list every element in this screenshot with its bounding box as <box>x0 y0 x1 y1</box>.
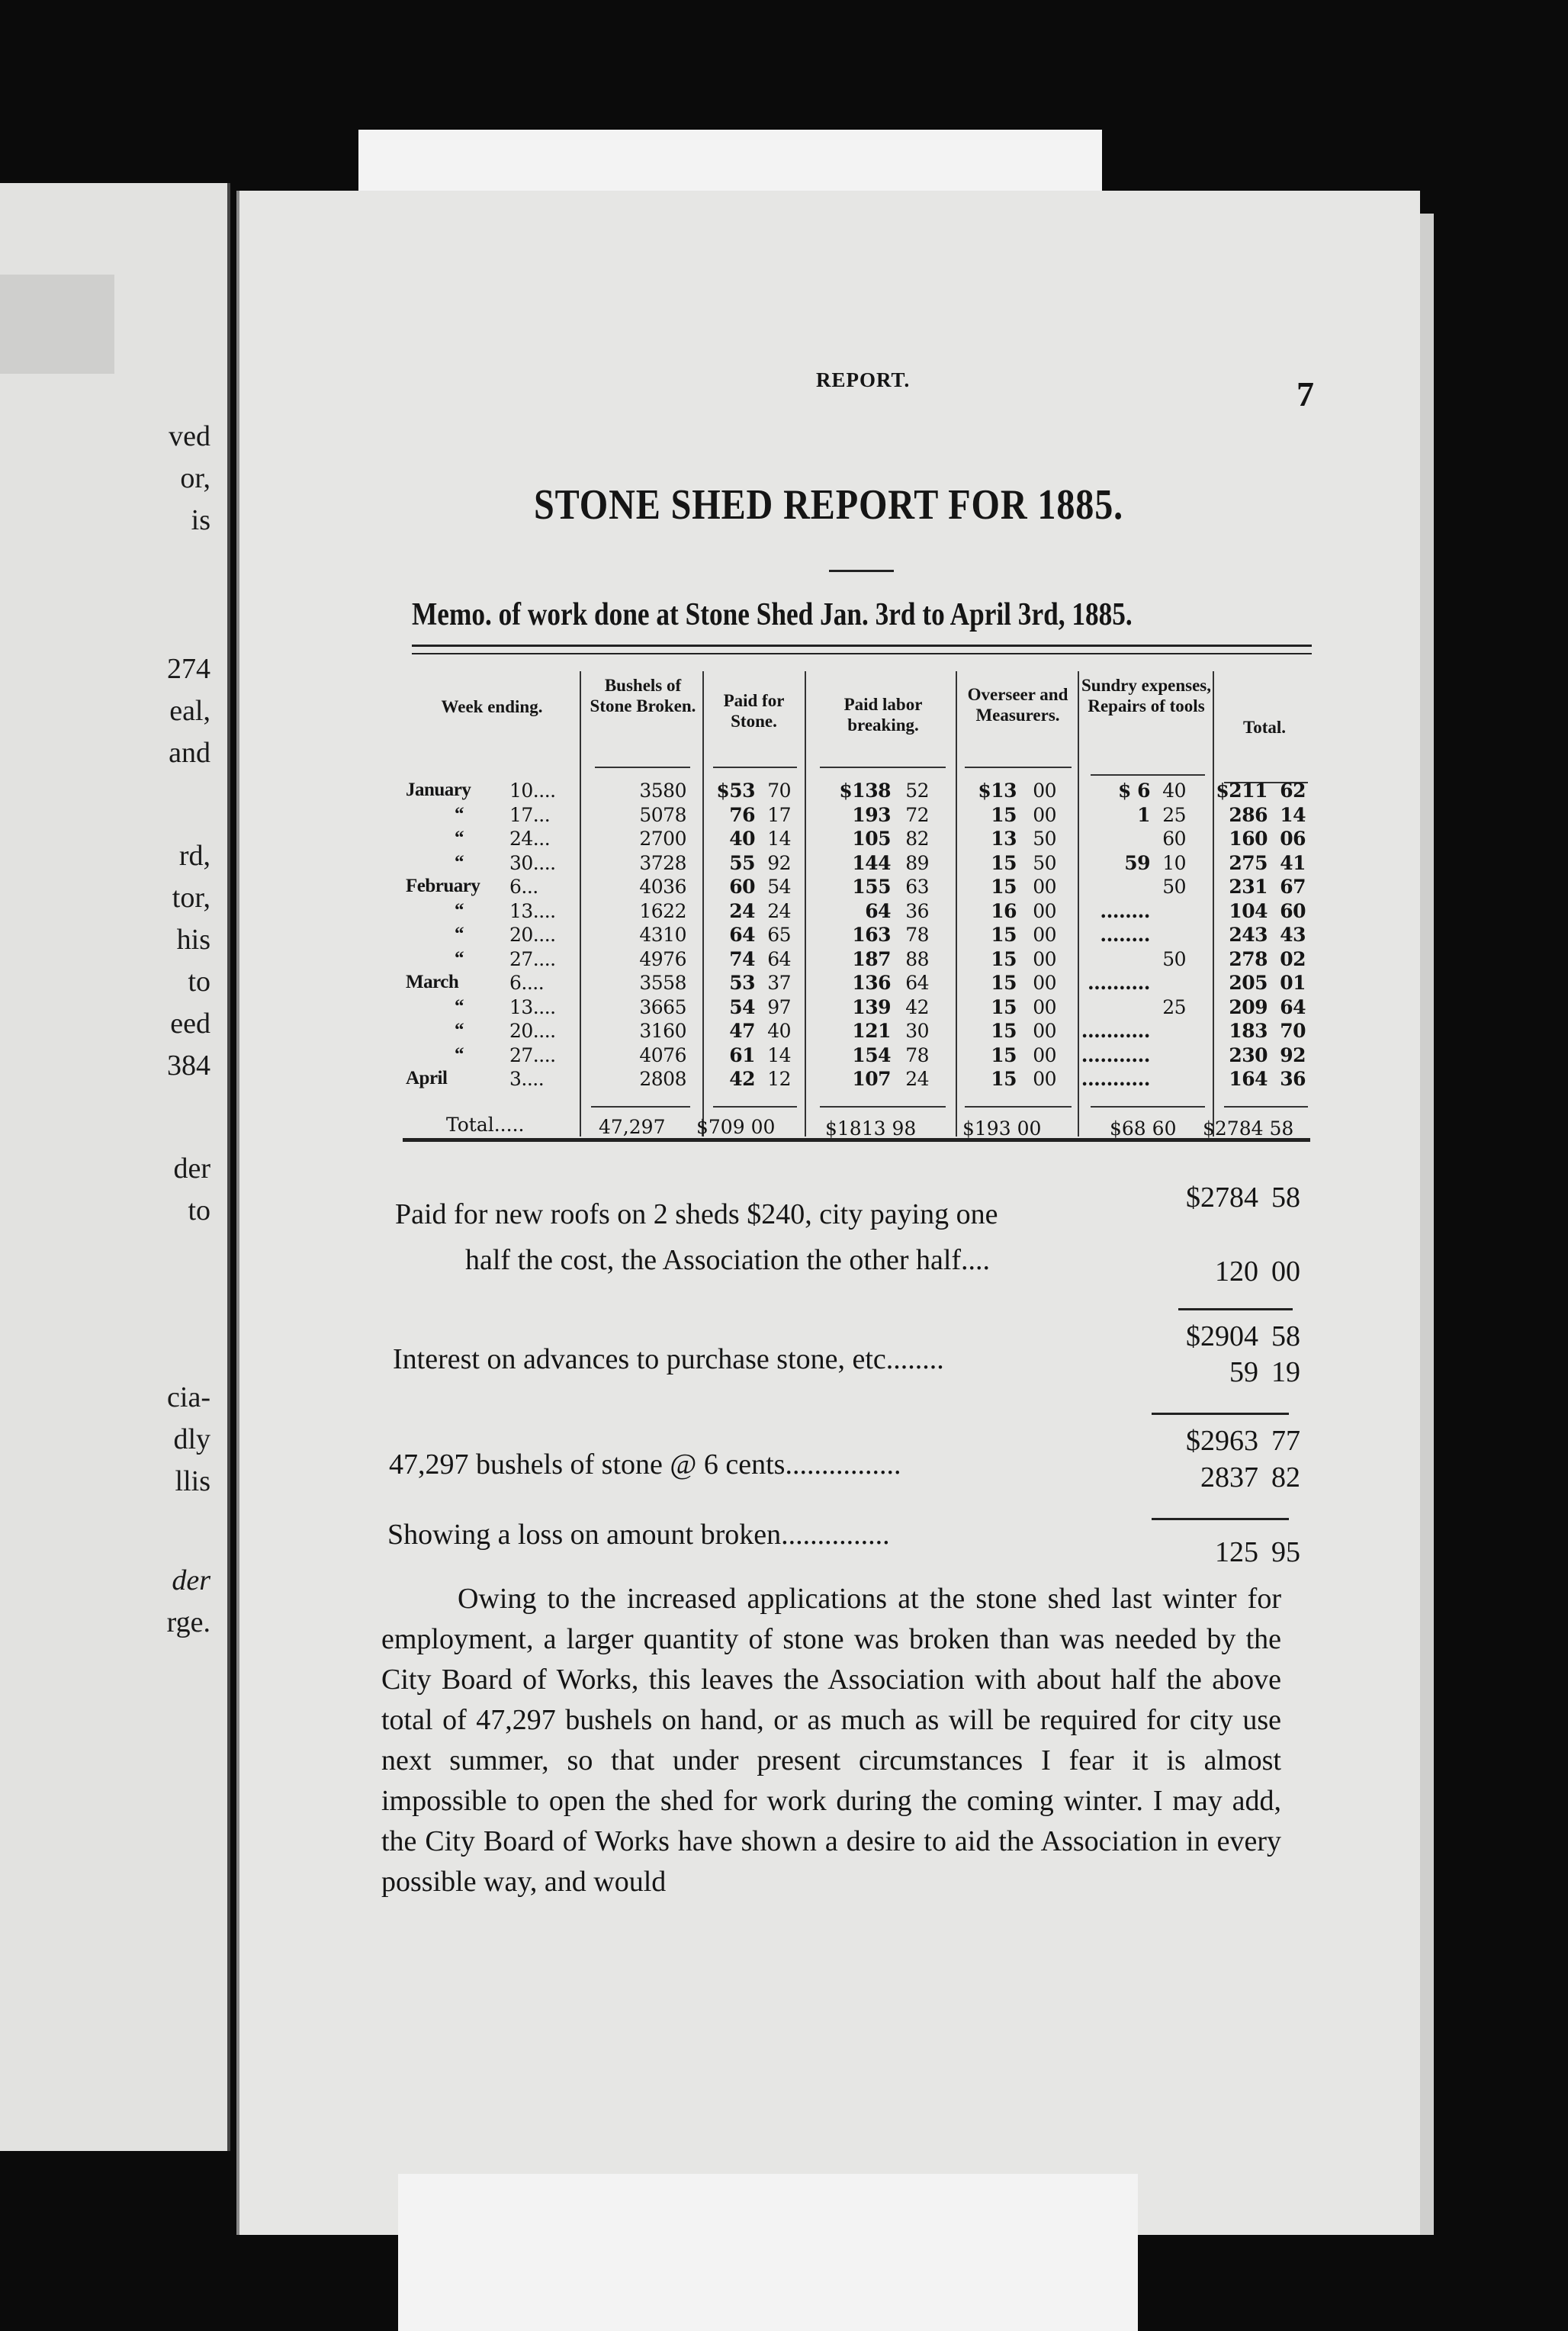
cell-stone-d: 55 <box>729 851 755 874</box>
week-month: “ <box>455 899 464 921</box>
memo-subtitle: Memo. of work done at Stone Shed Jan. 3rd to April 3rd, 1885. <box>412 597 1133 632</box>
summary-label: Paid for new roofs on 2 sheds $240, city paying one <box>395 1198 998 1230</box>
summary-dollars: 59 <box>1229 1356 1258 1388</box>
totals-separator <box>1224 1106 1308 1108</box>
totals-overseer: $193 00 <box>962 1117 1042 1140</box>
left-fragment: eal, <box>169 695 210 727</box>
cell-sundry-d: ........... <box>1081 1068 1150 1090</box>
cell-sundry-c: 25 <box>1162 995 1186 1018</box>
week-month: January <box>406 780 471 800</box>
cell-stone-d: 40 <box>729 828 755 850</box>
summary-rule <box>1178 1308 1293 1310</box>
cell-total-d: $211 <box>1216 780 1268 802</box>
cell-stone-c: 14 <box>767 1043 791 1066</box>
cell-total-c: 01 <box>1280 972 1306 994</box>
cell-total-c: 62 <box>1280 780 1306 802</box>
cell-total-c: 67 <box>1280 876 1306 898</box>
week-day: 6.... <box>509 972 545 994</box>
week-month: “ <box>455 995 464 1017</box>
cell-labor-c: 36 <box>905 899 929 922</box>
cell-stone-d: 42 <box>729 1068 755 1090</box>
column-header: Sundry expenses, Repairs of tools <box>1081 676 1211 715</box>
summary-dollars: $2963 <box>1186 1425 1258 1457</box>
cell-sundry-d: $ 6 <box>1118 780 1150 802</box>
header-underline <box>1091 774 1205 776</box>
cell-labor-c: 52 <box>905 780 929 802</box>
cell-total-d: 164 <box>1229 1068 1268 1090</box>
totals-separator <box>965 1106 1072 1108</box>
cell-sundry-d: .......... <box>1087 972 1150 994</box>
header-underline <box>820 767 946 768</box>
cell-labor-d: $138 <box>839 780 891 802</box>
body-paragraph <box>381 1579 1281 1902</box>
cell-total-d: 286 <box>1229 803 1268 826</box>
cell-over-d: 15 <box>991 876 1017 898</box>
left-fragment: his <box>176 924 210 956</box>
cell-total-c: 06 <box>1280 828 1306 850</box>
cell-sundry-c: 10 <box>1162 851 1186 874</box>
cell-labor-c: 30 <box>905 1020 929 1042</box>
cell-total-d: 209 <box>1229 995 1268 1018</box>
cell-stone-d: 47 <box>729 1020 755 1042</box>
summary-cents: 77 <box>1271 1425 1300 1457</box>
week-month: “ <box>455 1043 464 1065</box>
week-month: “ <box>455 1020 464 1040</box>
cell-stone-d: 53 <box>729 972 755 994</box>
cell-sundry-c: 40 <box>1162 780 1186 802</box>
week-day: 13.... <box>509 899 556 922</box>
left-facing-page <box>0 183 230 2151</box>
cell-stone-d: 54 <box>729 995 755 1018</box>
cell-bushels: 4976 <box>639 947 686 970</box>
left-fragment: is <box>191 504 210 536</box>
cell-labor-d: 163 <box>852 924 891 946</box>
cell-sundry-d: ........... <box>1081 1020 1150 1042</box>
table-top-rule-2 <box>412 653 1312 654</box>
cell-stone-d: $53 <box>716 780 755 802</box>
cell-over-c: 00 <box>1033 972 1056 994</box>
cell-over-c: 00 <box>1033 1020 1056 1042</box>
cell-bushels: 4310 <box>639 924 686 946</box>
summary-rule <box>1152 1413 1289 1415</box>
cell-total-c: 36 <box>1280 1068 1306 1090</box>
cell-labor-d: 187 <box>852 947 891 970</box>
week-month: April <box>406 1068 448 1088</box>
cell-total-c: 92 <box>1280 1043 1306 1066</box>
left-fragment: rge. <box>166 1606 210 1638</box>
cell-over-d: 15 <box>991 851 1017 874</box>
col-separator <box>1213 671 1214 1137</box>
column-header: Overseer and Measurers. <box>967 685 1068 725</box>
column-header: Paid for Stone. <box>723 691 785 731</box>
title-divider <box>829 570 894 572</box>
col-separator <box>702 671 704 1137</box>
summary-cents: 00 <box>1271 1256 1300 1288</box>
cell-over-d: 15 <box>991 1043 1017 1066</box>
totals-bushels: 47,297 <box>599 1116 666 1138</box>
header-underline <box>965 767 1072 768</box>
cell-bushels: 1622 <box>639 899 686 922</box>
summary-label: 47,297 bushels of stone @ 6 cents................ <box>389 1448 901 1481</box>
cell-labor-c: 63 <box>905 876 929 898</box>
week-day: 20.... <box>509 1020 556 1042</box>
left-fragment: der <box>172 1564 210 1596</box>
summary-label: half the cost, the Association the other half.... <box>465 1244 991 1276</box>
cell-total-c: 02 <box>1280 947 1306 970</box>
cell-over-c: 00 <box>1033 780 1056 802</box>
totals-separator <box>591 1106 690 1108</box>
cell-bushels: 2808 <box>639 1068 686 1090</box>
summary-dollars: 120 <box>1215 1256 1258 1288</box>
page-stack <box>0 275 114 374</box>
week-day: 27.... <box>509 947 556 970</box>
cell-over-d: 15 <box>991 1020 1017 1042</box>
cell-total-c: 43 <box>1280 924 1306 946</box>
cell-labor-c: 88 <box>905 947 929 970</box>
cell-labor-c: 64 <box>905 972 929 994</box>
cell-stone-c: 40 <box>767 1020 791 1042</box>
left-fragment: eed <box>170 1008 210 1040</box>
cell-over-c: 00 <box>1033 995 1056 1018</box>
col-separator <box>580 671 581 1137</box>
totals-separator <box>1091 1106 1205 1108</box>
cell-labor-d: 144 <box>852 851 891 874</box>
cell-stone-d: 74 <box>729 947 755 970</box>
summary-cents: 95 <box>1271 1536 1300 1568</box>
cell-sundry-c: 60 <box>1162 828 1186 850</box>
week-month: “ <box>455 947 464 969</box>
col-separator <box>1078 671 1079 1137</box>
cell-labor-d: 155 <box>852 876 891 898</box>
summary-dollars: 125 <box>1215 1536 1258 1568</box>
totals-separator <box>820 1106 946 1108</box>
cell-bushels: 3580 <box>639 780 686 802</box>
cell-over-d: 15 <box>991 947 1017 970</box>
cell-total-d: 160 <box>1229 828 1268 850</box>
week-month: “ <box>455 828 464 848</box>
week-month: “ <box>455 924 464 944</box>
left-fragment: 274 <box>167 653 210 685</box>
week-month: February <box>406 876 480 896</box>
week-day: 30.... <box>509 851 556 874</box>
cell-over-d: $13 <box>978 780 1017 802</box>
cell-labor-d: 136 <box>852 972 891 994</box>
cell-stone-d: 76 <box>729 803 755 826</box>
cell-over-c: 00 <box>1033 924 1056 946</box>
cell-over-c: 50 <box>1033 851 1056 874</box>
cell-total-d: 183 <box>1229 1020 1268 1042</box>
cell-labor-d: 105 <box>852 828 891 850</box>
week-month: March <box>406 972 459 992</box>
left-fragment: dly <box>173 1423 210 1455</box>
cell-stone-d: 24 <box>729 899 755 922</box>
summary-cents: 82 <box>1271 1461 1300 1493</box>
cell-labor-c: 89 <box>905 851 929 874</box>
left-fragment: and <box>169 737 210 769</box>
left-fragment: llis <box>175 1465 210 1497</box>
cell-sundry-d: ........... <box>1081 1043 1150 1066</box>
week-day: 24... <box>509 828 551 850</box>
cell-stone-c: 92 <box>767 851 791 874</box>
cell-total-c: 64 <box>1280 995 1306 1018</box>
cell-bushels: 4076 <box>639 1043 686 1066</box>
summary-label: Interest on advances to purchase stone, etc........ <box>393 1343 944 1375</box>
cell-total-d: 243 <box>1229 924 1268 946</box>
cell-sundry-c: 50 <box>1162 876 1186 898</box>
column-header: Week ending. <box>441 697 543 716</box>
cell-over-c: 00 <box>1033 899 1056 922</box>
cell-labor-c: 42 <box>905 995 929 1018</box>
column-header: Paid labor breaking. <box>843 695 923 735</box>
cell-labor-d: 64 <box>865 899 891 922</box>
week-day: 17... <box>509 803 551 826</box>
cell-stone-c: 65 <box>767 924 791 946</box>
cell-total-d: 205 <box>1229 972 1268 994</box>
cell-over-d: 15 <box>991 924 1017 946</box>
left-fragment: to <box>188 966 210 998</box>
cell-stone-d: 60 <box>729 876 755 898</box>
cell-over-c: 00 <box>1033 1068 1056 1090</box>
cell-bushels: 4036 <box>639 876 686 898</box>
week-day: 3.... <box>509 1068 545 1090</box>
cell-over-d: 15 <box>991 995 1017 1018</box>
cell-total-c: 14 <box>1280 803 1306 826</box>
left-fragment: cia- <box>167 1381 210 1413</box>
cell-bushels: 3728 <box>639 851 686 874</box>
cell-sundry-d: 59 <box>1124 851 1150 874</box>
cell-bushels: 3160 <box>639 1020 686 1042</box>
cell-stone-c: 97 <box>767 995 791 1018</box>
cell-total-d: 275 <box>1229 851 1268 874</box>
week-day: 13.... <box>509 995 556 1018</box>
cell-sundry-c: 25 <box>1162 803 1186 826</box>
cell-over-c: 00 <box>1033 876 1056 898</box>
column-header: Total. <box>1242 718 1287 737</box>
cell-sundry-d: ........ <box>1100 899 1150 922</box>
left-fragment: rd, <box>178 840 210 872</box>
cell-bushels: 5078 <box>639 803 686 826</box>
table-top-rule <box>412 645 1312 647</box>
summary-dollars: 2837 <box>1200 1461 1258 1493</box>
paper-tab-bottom <box>398 2174 1138 2331</box>
summary-cents: 58 <box>1271 1182 1300 1214</box>
left-fragment: tor, <box>172 882 210 914</box>
totals-grand: $2784 58 <box>1203 1117 1294 1140</box>
summary-cents: 19 <box>1271 1356 1300 1388</box>
cell-labor-d: 193 <box>852 803 891 826</box>
cell-total-d: 278 <box>1229 947 1268 970</box>
week-day: 6... <box>509 876 538 898</box>
col-separator <box>805 671 806 1137</box>
body-paragraph-text: Owing to the increased applications at the stone shed last winter for employment, a larger quantity of stone was broken than was needed by the City Board of Works, this leaves the Association with about half the above total of 47,297 bushels on hand, or as much as will be required for city use next summer, so that under present circumstances I fear it is almost impossible to open the shed for work during the coming winter. I may add, the City Board of Works have shown a desire to aid the Association in every possible way, and would <box>381 1583 1281 1898</box>
cell-total-d: 231 <box>1229 876 1268 898</box>
summary-dollars: $2784 <box>1186 1182 1258 1214</box>
cell-stone-c: 17 <box>767 803 791 826</box>
week-day: 27.... <box>509 1043 556 1066</box>
page-number: 7 <box>1296 375 1314 413</box>
week-month: “ <box>455 851 464 873</box>
cell-total-d: 104 <box>1229 899 1268 922</box>
cell-stone-c: 37 <box>767 972 791 994</box>
cell-sundry-c: 50 <box>1162 947 1186 970</box>
cell-stone-c: 24 <box>767 899 791 922</box>
cell-bushels: 3558 <box>639 972 686 994</box>
cell-over-d: 15 <box>991 803 1017 826</box>
cell-total-c: 41 <box>1280 851 1306 874</box>
cell-labor-c: 72 <box>905 803 929 826</box>
col-separator <box>956 671 957 1137</box>
cell-labor-d: 121 <box>852 1020 891 1042</box>
header-underline <box>595 767 690 768</box>
week-day: 20.... <box>509 924 556 946</box>
cell-stone-c: 54 <box>767 876 791 898</box>
cell-over-d: 15 <box>991 972 1017 994</box>
cell-labor-c: 78 <box>905 1043 929 1066</box>
cell-over-c: 00 <box>1033 803 1056 826</box>
cell-stone-d: 64 <box>729 924 755 946</box>
cell-bushels: 2700 <box>639 828 686 850</box>
left-fragment: or, <box>180 462 210 494</box>
cell-labor-c: 24 <box>905 1068 929 1090</box>
header-underline <box>713 767 797 768</box>
cell-total-c: 60 <box>1280 899 1306 922</box>
left-fragment: ved <box>169 420 210 452</box>
left-fragment: to <box>188 1194 210 1227</box>
cell-over-c: 00 <box>1033 947 1056 970</box>
cell-stone-c: 64 <box>767 947 791 970</box>
column-header: Bushels of Stone Broken. <box>590 676 696 715</box>
summary-rule <box>1152 1518 1289 1520</box>
cell-total-c: 70 <box>1280 1020 1306 1042</box>
running-header: REPORT. <box>816 368 911 391</box>
totals-paid-stone: $709 00 <box>696 1116 776 1138</box>
cell-total-d: 230 <box>1229 1043 1268 1066</box>
cell-stone-c: 14 <box>767 828 791 850</box>
page-title: STONE SHED REPORT FOR 1885. <box>534 481 1124 529</box>
cell-over-d: 13 <box>991 828 1017 850</box>
cell-over-c: 50 <box>1033 828 1056 850</box>
cell-stone-c: 70 <box>767 780 791 802</box>
cell-over-d: 16 <box>991 899 1017 922</box>
totals-label: Total..... <box>446 1114 525 1136</box>
totals-paid-labor: $1813 98 <box>825 1117 917 1140</box>
cell-over-c: 00 <box>1033 1043 1056 1066</box>
week-month: “ <box>455 803 464 825</box>
cell-sundry-d: ........ <box>1100 924 1150 946</box>
left-fragment: 384 <box>167 1050 210 1082</box>
cell-labor-c: 78 <box>905 924 929 946</box>
totals-sundry: $68 60 <box>1110 1117 1177 1140</box>
cell-over-d: 15 <box>991 1068 1017 1090</box>
cell-sundry-d: 1 <box>1137 803 1150 826</box>
left-fragment: der <box>173 1153 210 1185</box>
totals-separator <box>713 1106 797 1108</box>
cell-stone-d: 61 <box>729 1043 755 1066</box>
cell-labor-d: 154 <box>852 1043 891 1066</box>
cell-stone-c: 12 <box>767 1068 791 1090</box>
cell-labor-d: 107 <box>852 1068 891 1090</box>
summary-cents: 58 <box>1271 1320 1300 1352</box>
cell-labor-d: 139 <box>852 995 891 1018</box>
summary-label: Showing a loss on amount broken............... <box>387 1519 890 1551</box>
cell-bushels: 3665 <box>639 995 686 1018</box>
week-day: 10.... <box>509 780 556 802</box>
cell-labor-c: 82 <box>905 828 929 850</box>
summary-dollars: $2904 <box>1186 1320 1258 1352</box>
